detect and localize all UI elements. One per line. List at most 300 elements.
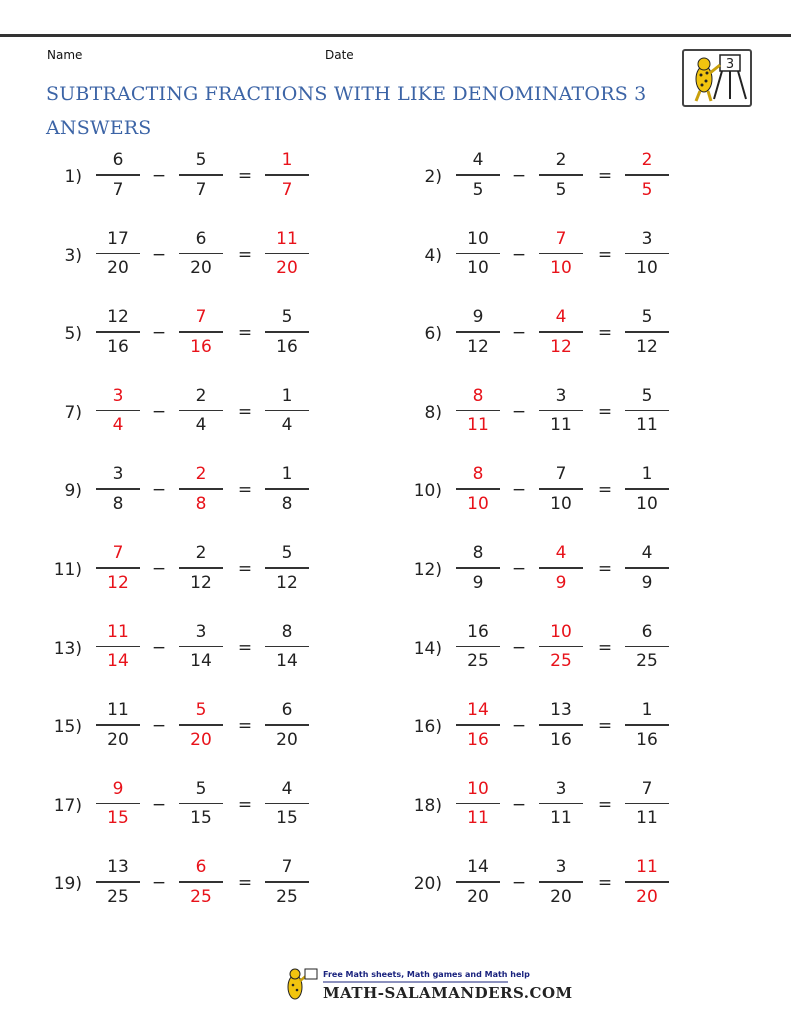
minus-sign: − xyxy=(151,873,167,894)
denominator: 10 xyxy=(467,493,489,514)
equals-sign: = xyxy=(597,323,613,344)
numerator: 17 xyxy=(107,228,129,249)
minus-sign: − xyxy=(511,559,527,579)
numerator: 8 xyxy=(472,543,484,563)
denominator: 9 xyxy=(472,572,484,593)
equals-sign: = xyxy=(237,637,253,658)
problem-number: 9) xyxy=(64,481,82,502)
fraction-bar xyxy=(625,331,669,333)
fraction-bar xyxy=(625,253,669,255)
fraction-bar xyxy=(539,174,583,176)
numerator: 6 xyxy=(641,621,653,642)
denominator: 16 xyxy=(636,729,658,750)
problem-17 xyxy=(50,776,390,838)
result-fraction xyxy=(261,461,313,517)
problem-16 xyxy=(410,697,750,759)
equals-sign: = xyxy=(237,480,253,501)
numerator: 2 xyxy=(195,464,207,485)
footer-logo xyxy=(283,965,573,1005)
numerator: 5 xyxy=(195,778,207,799)
fraction-bar xyxy=(96,803,140,805)
numerator: 10 xyxy=(467,228,489,249)
fraction-bar xyxy=(179,331,223,333)
result-fraction xyxy=(261,854,313,910)
denominator: 16 xyxy=(467,729,489,750)
problem-number: 4) xyxy=(424,245,442,266)
numerator: 3 xyxy=(555,778,567,799)
fraction-bar xyxy=(625,488,669,490)
denominator: 16 xyxy=(107,336,129,357)
subtrahend-fraction xyxy=(535,776,587,832)
fraction-bar xyxy=(179,410,223,412)
minus-sign: − xyxy=(511,794,527,815)
equals-sign: = xyxy=(237,873,253,894)
problem-number: 14) xyxy=(413,638,442,659)
problem-10 xyxy=(410,461,750,523)
fraction-bar xyxy=(265,724,309,726)
equals-sign: = xyxy=(597,166,613,186)
problem-19 xyxy=(50,854,390,916)
denominator: 7 xyxy=(195,179,207,200)
minus-sign: − xyxy=(151,794,167,815)
numerator: 4 xyxy=(555,543,567,563)
numerator: 3 xyxy=(555,385,567,406)
minus-sign: − xyxy=(511,637,527,658)
numerator: 4 xyxy=(472,150,484,170)
numerator: 2 xyxy=(195,543,207,563)
problem-6 xyxy=(410,304,750,366)
footer-tagline: Free Math sheets, Math games and Math help xyxy=(323,970,530,979)
denominator: 15 xyxy=(276,808,298,829)
problem-number: 12) xyxy=(413,560,442,580)
denominator: 20 xyxy=(107,258,129,279)
minuend-fraction xyxy=(92,619,144,675)
numerator: 14 xyxy=(467,700,489,721)
minus-sign: − xyxy=(151,559,167,579)
subtrahend-fraction xyxy=(535,383,587,439)
problem-13 xyxy=(50,619,390,681)
fraction-bar xyxy=(265,567,309,569)
numerator: 8 xyxy=(472,385,484,406)
problem-number: 20) xyxy=(413,874,442,895)
top-rule xyxy=(0,34,791,37)
subtrahend-fraction xyxy=(535,619,587,675)
minuend-fraction xyxy=(92,461,144,517)
fraction-bar xyxy=(625,803,669,805)
result-fraction xyxy=(621,226,673,282)
minus-sign: − xyxy=(511,873,527,894)
fraction-bar xyxy=(456,174,500,176)
worksheet-title: SUBTRACTING FRACTIONS WITH LIKE DENOMINATORS 3 xyxy=(46,83,647,105)
problem-1 xyxy=(50,147,390,209)
numerator: 11 xyxy=(276,228,298,249)
fraction-bar xyxy=(96,174,140,176)
denominator: 12 xyxy=(107,572,129,593)
numerator: 5 xyxy=(641,307,653,328)
minuend-fraction xyxy=(452,461,504,517)
subtrahend-fraction xyxy=(175,304,227,360)
problem-number: 13) xyxy=(53,638,82,659)
denominator: 9 xyxy=(641,572,653,593)
subtrahend-fraction xyxy=(175,383,227,439)
salamander-logo-icon xyxy=(283,965,573,1005)
denominator: 11 xyxy=(550,415,572,436)
fraction-bar xyxy=(539,724,583,726)
numerator: 1 xyxy=(281,385,293,406)
problem-number: 5) xyxy=(64,324,82,345)
subtrahend-fraction xyxy=(175,147,227,203)
denominator: 4 xyxy=(281,415,293,436)
denominator: 10 xyxy=(550,258,572,279)
minus-sign: − xyxy=(151,401,167,422)
result-fraction xyxy=(621,383,673,439)
minuend-fraction xyxy=(452,226,504,282)
minuend-fraction xyxy=(452,854,504,910)
denominator: 10 xyxy=(636,258,658,279)
denominator: 20 xyxy=(107,729,129,750)
denominator: 11 xyxy=(550,808,572,829)
numerator: 13 xyxy=(550,700,572,721)
numerator: 7 xyxy=(555,464,567,485)
problem-18 xyxy=(410,776,750,838)
fraction-bar xyxy=(265,488,309,490)
fraction-bar xyxy=(179,174,223,176)
numerator: 2 xyxy=(195,385,207,406)
minuend-fraction xyxy=(452,383,504,439)
denominator: 20 xyxy=(636,886,658,907)
numerator: 12 xyxy=(107,307,129,328)
fraction-bar xyxy=(625,410,669,412)
denominator: 12 xyxy=(190,572,212,593)
fraction-bar xyxy=(96,488,140,490)
numerator: 5 xyxy=(641,385,653,406)
result-fraction xyxy=(621,461,673,517)
result-fraction xyxy=(261,304,313,360)
denominator: 12 xyxy=(276,572,298,593)
numerator: 8 xyxy=(472,464,484,485)
fraction-bar xyxy=(456,488,500,490)
result-fraction xyxy=(621,304,673,360)
denominator: 9 xyxy=(555,572,567,593)
denominator: 7 xyxy=(112,179,124,200)
equals-sign: = xyxy=(237,323,253,344)
subtrahend-fraction xyxy=(535,540,587,596)
minuend-fraction xyxy=(452,697,504,753)
numerator: 1 xyxy=(281,150,293,170)
result-fraction xyxy=(261,540,313,596)
denominator: 12 xyxy=(467,336,489,357)
name-label: Name xyxy=(47,48,83,62)
salamander-board-icon xyxy=(684,51,750,105)
subtrahend-fraction xyxy=(175,226,227,282)
numerator: 1 xyxy=(281,464,293,485)
result-fraction xyxy=(621,854,673,910)
subtrahend-fraction xyxy=(175,697,227,753)
denominator: 16 xyxy=(190,336,212,357)
fraction-bar xyxy=(539,803,583,805)
minus-sign: − xyxy=(151,244,167,265)
result-fraction xyxy=(621,540,673,596)
denominator: 8 xyxy=(195,493,207,514)
fraction-bar xyxy=(456,253,500,255)
minuend-fraction xyxy=(452,619,504,675)
minuend-fraction xyxy=(92,540,144,596)
footer-site-name: MATH-SALAMANDERS.COM xyxy=(323,984,573,1002)
fraction-bar xyxy=(179,646,223,648)
minus-sign: − xyxy=(151,480,167,501)
fraction-bar xyxy=(96,881,140,883)
subtrahend-fraction xyxy=(535,147,587,203)
denominator: 15 xyxy=(190,808,212,829)
subtrahend-fraction xyxy=(175,776,227,832)
minuend-fraction xyxy=(92,226,144,282)
fraction-bar xyxy=(456,803,500,805)
fraction-bar xyxy=(96,724,140,726)
fraction-bar xyxy=(96,410,140,412)
numerator: 7 xyxy=(641,778,653,799)
fraction-bar xyxy=(456,410,500,412)
fraction-bar xyxy=(456,881,500,883)
numerator: 3 xyxy=(112,464,124,485)
problem-2 xyxy=(410,147,750,209)
numerator: 5 xyxy=(195,150,207,170)
denominator: 11 xyxy=(467,808,489,829)
denominator: 16 xyxy=(550,729,572,750)
problem-5 xyxy=(50,304,390,366)
problem-number: 17) xyxy=(53,795,82,816)
denominator: 14 xyxy=(190,651,212,672)
denominator: 14 xyxy=(276,651,298,672)
denominator: 5 xyxy=(641,179,653,200)
denominator: 20 xyxy=(550,886,572,907)
fraction-bar xyxy=(96,567,140,569)
equals-sign: = xyxy=(597,401,613,422)
problem-15 xyxy=(50,697,390,759)
result-fraction xyxy=(261,383,313,439)
problem-number: 19) xyxy=(53,874,82,895)
denominator: 25 xyxy=(276,886,298,907)
minus-sign: − xyxy=(151,716,167,737)
numerator: 7 xyxy=(112,543,124,563)
numerator: 5 xyxy=(281,307,293,328)
fraction-bar xyxy=(625,881,669,883)
denominator: 20 xyxy=(467,886,489,907)
minuend-fraction xyxy=(92,147,144,203)
numerator: 3 xyxy=(641,228,653,249)
minuend-fraction xyxy=(452,304,504,360)
problem-number: 1) xyxy=(64,167,82,187)
denominator: 12 xyxy=(636,336,658,357)
subtrahend-fraction xyxy=(535,461,587,517)
denominator: 8 xyxy=(281,493,293,514)
subtrahend-fraction xyxy=(535,854,587,910)
problem-number: 16) xyxy=(413,717,442,738)
numerator: 3 xyxy=(112,385,124,406)
minuend-fraction xyxy=(92,854,144,910)
equals-sign: = xyxy=(237,559,253,579)
denominator: 11 xyxy=(636,808,658,829)
numerator: 9 xyxy=(112,778,124,799)
minuend-fraction xyxy=(92,697,144,753)
fraction-bar xyxy=(539,567,583,569)
problem-14 xyxy=(410,619,750,681)
fraction-bar xyxy=(265,174,309,176)
minus-sign: − xyxy=(511,166,527,186)
numerator: 13 xyxy=(107,857,129,878)
result-fraction xyxy=(261,776,313,832)
numerator: 10 xyxy=(550,621,572,642)
denominator: 20 xyxy=(276,258,298,279)
denominator: 20 xyxy=(276,729,298,750)
denominator: 4 xyxy=(195,415,207,436)
problem-number: 7) xyxy=(64,402,82,423)
worksheet-subtitle: ANSWERS xyxy=(46,117,152,139)
equals-sign: = xyxy=(597,637,613,658)
numerator: 7 xyxy=(195,307,207,328)
numerator: 1 xyxy=(641,700,653,721)
equals-sign: = xyxy=(237,166,253,186)
numerator: 6 xyxy=(195,228,207,249)
fraction-bar xyxy=(265,331,309,333)
minuend-fraction xyxy=(92,383,144,439)
numerator: 6 xyxy=(112,150,124,170)
denominator: 7 xyxy=(281,179,293,200)
badge-number: 3 xyxy=(725,57,735,72)
problem-number: 15) xyxy=(53,717,82,738)
equals-sign: = xyxy=(597,873,613,894)
denominator: 12 xyxy=(550,336,572,357)
equals-sign: = xyxy=(237,716,253,737)
fraction-bar xyxy=(96,646,140,648)
problem-number: 2) xyxy=(424,167,442,187)
fraction-bar xyxy=(179,567,223,569)
equals-sign: = xyxy=(597,480,613,501)
problem-number: 8) xyxy=(424,402,442,423)
minus-sign: − xyxy=(151,323,167,344)
problem-9 xyxy=(50,461,390,523)
subtrahend-fraction xyxy=(175,461,227,517)
problem-number: 6) xyxy=(424,324,442,345)
minus-sign: − xyxy=(151,166,167,186)
minuend-fraction xyxy=(452,776,504,832)
problem-12 xyxy=(410,540,750,602)
numerator: 5 xyxy=(195,700,207,721)
fraction-bar xyxy=(96,253,140,255)
fraction-bar xyxy=(456,646,500,648)
denominator: 25 xyxy=(107,886,129,907)
fraction-bar xyxy=(539,881,583,883)
denominator: 11 xyxy=(467,415,489,436)
fraction-bar xyxy=(179,724,223,726)
numerator: 11 xyxy=(107,700,129,721)
problem-8 xyxy=(410,383,750,445)
problem-number: 3) xyxy=(64,245,82,266)
numerator: 10 xyxy=(467,778,489,799)
equals-sign: = xyxy=(237,244,253,265)
fraction-bar xyxy=(539,331,583,333)
subtrahend-fraction xyxy=(535,697,587,753)
fraction-bar xyxy=(456,567,500,569)
denominator: 8 xyxy=(112,493,124,514)
denominator: 20 xyxy=(190,258,212,279)
denominator: 25 xyxy=(190,886,212,907)
denominator: 10 xyxy=(467,258,489,279)
numerator: 11 xyxy=(636,857,658,878)
numerator: 16 xyxy=(467,621,489,642)
minus-sign: − xyxy=(151,637,167,658)
equals-sign: = xyxy=(597,559,613,579)
denominator: 20 xyxy=(190,729,212,750)
numerator: 5 xyxy=(281,543,293,563)
minus-sign: − xyxy=(511,716,527,737)
subtrahend-fraction xyxy=(535,226,587,282)
minuend-fraction xyxy=(92,304,144,360)
problem-11 xyxy=(50,540,390,602)
subtrahend-fraction xyxy=(175,540,227,596)
denominator: 10 xyxy=(636,493,658,514)
fraction-bar xyxy=(265,253,309,255)
fraction-bar xyxy=(179,881,223,883)
fraction-bar xyxy=(456,331,500,333)
equals-sign: = xyxy=(597,244,613,265)
minuend-fraction xyxy=(452,540,504,596)
subtrahend-fraction xyxy=(175,619,227,675)
denominator: 10 xyxy=(550,493,572,514)
problem-4 xyxy=(410,226,750,288)
numerator: 14 xyxy=(467,857,489,878)
denominator: 11 xyxy=(636,415,658,436)
equals-sign: = xyxy=(237,794,253,815)
fraction-bar xyxy=(625,646,669,648)
problem-number: 11) xyxy=(53,560,82,580)
fraction-bar xyxy=(456,724,500,726)
date-label: Date xyxy=(325,48,354,62)
minus-sign: − xyxy=(511,323,527,344)
numerator: 4 xyxy=(641,543,653,563)
fraction-bar xyxy=(625,174,669,176)
minuend-fraction xyxy=(92,776,144,832)
result-fraction xyxy=(261,697,313,753)
numerator: 4 xyxy=(281,778,293,799)
numerator: 3 xyxy=(195,621,207,642)
numerator: 2 xyxy=(555,150,567,170)
denominator: 16 xyxy=(276,336,298,357)
equals-sign: = xyxy=(597,794,613,815)
denominator: 15 xyxy=(107,808,129,829)
minus-sign: − xyxy=(511,401,527,422)
minus-sign: − xyxy=(511,480,527,501)
numerator: 9 xyxy=(472,307,484,328)
numerator: 8 xyxy=(281,621,293,642)
fraction-bar xyxy=(539,410,583,412)
problem-3 xyxy=(50,226,390,288)
numerator: 7 xyxy=(555,228,567,249)
problem-7 xyxy=(50,383,390,445)
numerator: 6 xyxy=(281,700,293,721)
fraction-bar xyxy=(265,803,309,805)
fraction-bar xyxy=(539,646,583,648)
result-fraction xyxy=(621,697,673,753)
fraction-bar xyxy=(265,410,309,412)
fraction-bar xyxy=(96,331,140,333)
fraction-bar xyxy=(539,488,583,490)
minuend-fraction xyxy=(452,147,504,203)
subtrahend-fraction xyxy=(535,304,587,360)
denominator: 5 xyxy=(472,179,484,200)
numerator: 11 xyxy=(107,621,129,642)
numerator: 2 xyxy=(641,150,653,170)
denominator: 25 xyxy=(550,651,572,672)
